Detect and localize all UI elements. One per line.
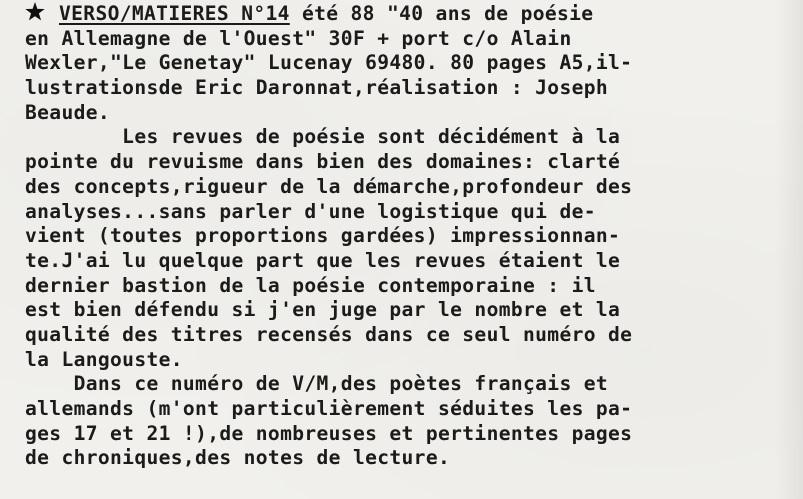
text-line: dernier bastion de la poésie contemporaine : il — [25, 273, 596, 297]
text-line: la Langouste. — [25, 347, 183, 371]
text-line: de chroniques,des notes de lecture. — [25, 446, 451, 470]
text-line: Dans ce numéro de V/M,des poètes français et — [25, 372, 609, 396]
text-line: est bien défendu si j'en juge par le nombre et la — [25, 298, 621, 322]
text-line: pointe du revuisme dans bien des domaines: clarté — [25, 150, 621, 174]
text-line: Wexler,"Le Genetay" Lucenay 69480. 80 pages A5,il- — [25, 51, 633, 75]
header-rest: été 88 "40 ans de poésie — [289, 2, 594, 25]
review-title: VERSO/MATIERES N°14 — [59, 2, 290, 25]
text-line: lustrationsde Eric Daronnat,réalisation : Joseph — [25, 76, 609, 100]
text-line: qualité des titres recensés dans ce seul numéro de — [25, 322, 633, 346]
text-line: en Allemagne de l'Ouest" 30F + port c/o Alain — [25, 26, 572, 50]
text-line: ges 17 et 21 !),de nombreuses et pertinentes pages — [25, 421, 633, 445]
text-line: Beaude. — [25, 100, 111, 124]
text-line: te.J'ai lu quelque part que les revues étaient le — [25, 248, 621, 272]
text-line: vient (toutes proportions gardées) impressionnan- — [25, 224, 621, 248]
text-line: des concepts,rigueur de la démarche,profondeur des — [25, 174, 633, 198]
text-line: Les revues de poésie sont décidément à la — [25, 125, 621, 149]
text-line: allemands (m'ont particulièrement séduites les pa- — [25, 397, 633, 420]
text-line: analyses...sans parler d'une logistique qui de- — [25, 199, 596, 223]
review-article — [25, 2, 795, 471]
article-header-line — [25, 2, 795, 27]
star-icon — [25, 2, 45, 21]
